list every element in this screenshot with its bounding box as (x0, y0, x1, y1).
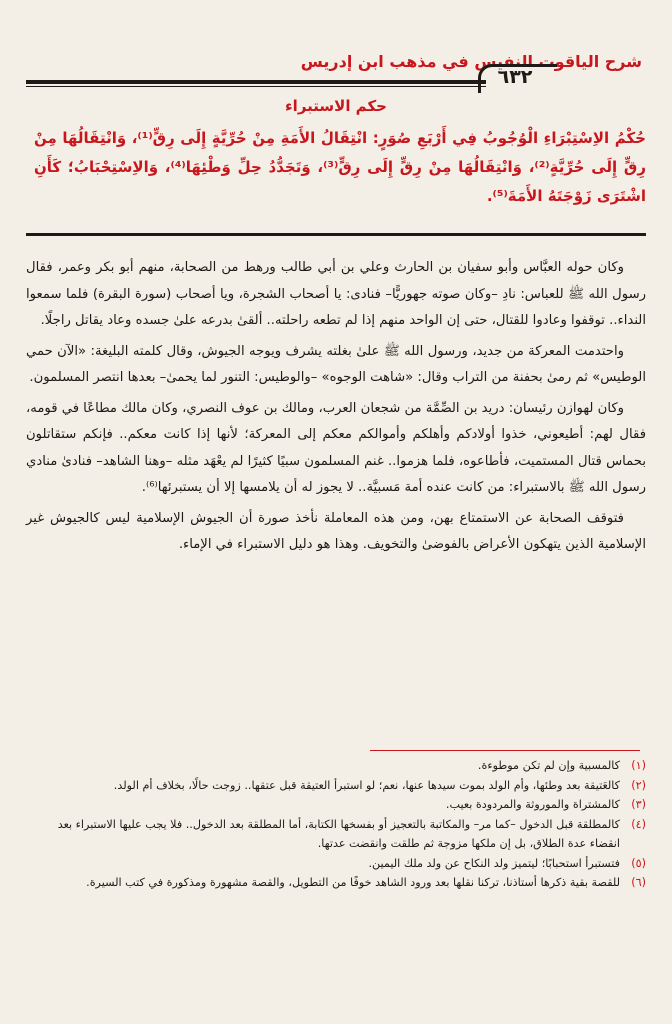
matn-separator (26, 233, 646, 236)
footnote-text: كالمسبية وإن لم تكن موطوءة. (477, 759, 620, 772)
running-header-title: شرح الياقوت النفيس في مذهب ابن إدريس (300, 52, 642, 71)
body-paragraph: واحتدمت المعركة من جديد، ورسول الله ﷺ علىٰ بغلته يشرف ويوجه الجيوش، وقال كلمته البليغة: «الآن حمي الوطيس» ثم رمىٰ بحفنة من التراب وقال: «شاهت الوجوه» –والوطيس: التنور لما يحمىٰ– بعدها انتصر المسلمون. (26, 343, 646, 385)
header-rule (26, 80, 486, 84)
footnote (26, 873, 646, 893)
footnote (26, 854, 646, 874)
header-rule-thin (26, 86, 486, 87)
commentary-body (26, 255, 646, 563)
footnote (26, 815, 646, 854)
footnote-text: للقصة بقية ذكرها أستاذنا، تركنا نقلها بعد ورود الشاهد خوفًا من التطويل، والقصة مشهورة ومذكورة في كتب السيرة. (86, 876, 620, 889)
footnote-number: (٣) (631, 798, 646, 811)
footnote-number: (١) (631, 759, 646, 772)
footnote-number: (٦) (631, 876, 646, 889)
footnote-text: فتستبرأ استحبابًا؛ ليتميز ولد النكاح عن ولد ملك اليمين. (368, 856, 620, 870)
footnote-text: كالعَتيقة بعد وطئها، وأم الولد بموت سيدها عنها، نعم؛ لو استبرأ العتيقة قبل عتقها.. زوجت حالًا، بخلاف أم الولد. (113, 778, 620, 792)
footnote-number: (٤) (631, 817, 646, 831)
footnote (26, 795, 646, 815)
footnote-number: (٥) (631, 856, 646, 870)
footnote-number: (٢) (631, 778, 646, 792)
page-number: ٦٣٢ (497, 66, 533, 88)
footnote (26, 756, 646, 776)
body-paragraph: فتوقف الصحابة عن الاستمتاع بهن، ومن هذه المعاملة نأخذ صورة أن الجيوش الإسلامية ليس كالجيوش غير الإسلامية الذين يتهكون الأعراض بالفوضىٰ والتخويف. وهذا هو دليل الاستبراء في الإماء. (26, 510, 646, 552)
section-title: حكم الاستبراء (285, 97, 387, 115)
footnotes (26, 756, 646, 893)
footnote (26, 776, 646, 796)
body-paragraph: وكان حوله العبَّاس وأبو سفيان بن الحارث وعلي بن أبي طالب ورهط من الصحابة، منهم أبو بكر وعمر، فقال رسول الله ﷺ للعباس: نادِ –وكان صوته جهوريًّا– فنادى: يا أصحاب الشجرة، ويا أصحاب (سورة البقرة) فلما سمعوا النداء.. توقفوا وعادوا للقتال، حتى إن الواحد منهم إذا لم تطعه راحلته.. ألقىٰ بدرعه علىٰ جسده وعاد يقاتل راجلًا. (26, 260, 646, 328)
footnote-text: كالمطلقة قبل الدخول –كما مر– والمكاتبة بالتعجيز أو بفسخها الكتابة، أما المطلقة بعد الدخول.. فلا يجب عليها الاستبراء بعد انقضاء عدة الطلاق، بل إن ملكها مزوجة ثم طلقت وانقضت عدتها. (57, 817, 620, 850)
matn-text: حُكْمُ الاِسْتِبْرَاءِ الْوُجُوبُ فِي أَرْبَعِ صُوَرٍ: انْتِقَالُ الأَمَةِ مِنْ حُرِّيَّةٍ إِلَى رِقٍّ⁽¹⁾، وَانْتِقَالُهَا مِنْ رِقٍّ إِلَى حُرِّيَّةٍ⁽²⁾، وَانْتِقَالُهَا مِنْ رِقٍّ إِلَى رِقٍّ⁽³⁾، وَتَجَدُّدُ حِلِّ وَطْئِهَا⁽⁴⁾، وَالاِسْتِحْبَابُ؛ كَأَنِ اشْتَرَى زَوْجَتَهُ الأَمَةَ⁽⁵⁾. (34, 129, 646, 205)
footnote-separator (370, 750, 640, 751)
footnote-text: كالمشتراة والموروثة والمردودة بعيب. (445, 798, 620, 811)
body-paragraph: وكان لهوازن رئيسان: دريد بن الصِّمَّة من شجعان العرب، ومالك بن عوف النصري، وكان مالك مطاعًا في قومه، فقال لهم: أطيعوني، خذوا أولادكم وأهلكم وأموالكم معكم إلى المعركة؛ لأنها إذا كانت معكم.. فإنكم ستقاتلون بحماس قتال المستميت، فأطاعوه، فلما هزموا.. غنم المسلمون سبيًا كثيرًا لم يعْهَد مثله –وهنا الشاهد– فنادىٰ منادي رسول الله ﷺ بالاستبراء: من كانت عنده أمة مَسبيَّة.. لا يجوز له أن يلامسها إلا أن يستبرئها⁽⁶⁾. (26, 400, 646, 495)
